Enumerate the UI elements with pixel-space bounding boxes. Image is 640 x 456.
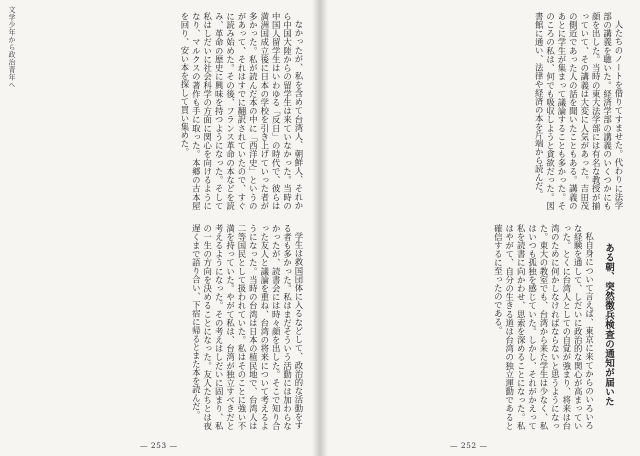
left-page-upper-text — [22, 12, 304, 210]
page-number-right: — 252 — — [450, 441, 488, 450]
right-page-lower-text — [334, 224, 624, 430]
right-upper-paragraph: 人たちのノートを借りてすませた。代わりに法学部の講義を聴いた。経済学部の講義のいくつかにも顔を出した。当時の東大法学部には有名な教授が揃っていて、その講義は大変に人気があった。吉田茂の側近であった人の話を聞いたこともある。講義のあとに学生が集まって議論することも多かった。そのころの私は、何でも吸収しようと貪欲だった。図書館に通い、法律や経済の本を片端から読んだ。 — [534, 12, 624, 210]
right-page — [320, 0, 640, 456]
right-page-upper-text — [334, 12, 624, 210]
book-gutter — [312, 0, 328, 456]
right-lower-paragraph: 私自身について言えば、東京に来てからのいろいろな経験を通して、しだいに政治的な関心が高まっていった。とくに台湾人としての自覚が強まり、将来は台湾のために何かしなければならないと思うようになった。東大の教室でも、台湾から来た学生は少なく、私はいつも孤独を感じていた。しかし、それがかえって私を読書に向かわせ、思索を深めることになった。私はやがて、自分の生きる道は台湾の独立運動であると確信するに至ったのである。 — [493, 224, 595, 430]
running-head: 文学少年から政治青年へ — [8, 6, 16, 89]
page-number-left: — 253 — — [140, 441, 178, 450]
left-lower-paragraph: 学生は救国団体に入るなどして、政治的な活動をする者も多かった。私はまだそういう活動には加わらなかったが、読書会には時々顔を出した。そこで知り合った友人と議論を重ね、台湾の将来について考えるようになった。当時の台湾は日本の植民地で、台湾人は二等国民として扱われていた。私はそのことに強い不満を持っていた。やがて私は、台湾が独立すべきだと考えるようになった。その考えはしだいに固まり、私の一生の方向を決めることになった。友人たちとは夜遅くまで語り合い、下宿に帰るとまた本を読んだ。 — [191, 224, 304, 430]
section-heading: ある朝、突然徴兵検査の通知が届いた — [603, 243, 614, 407]
left-page-lower-text — [22, 224, 304, 430]
left-upper-paragraph: なかったが、私を含めて台湾人、朝鮮人、それから中国大陸からの留学生は来ていなかった。当時の中国人留学生はいわゆる「反日」の時代で、彼らは満洲国成立後に日本の学校を引き上げていった者が多かった。私が読んだ本の中に「西洋史」というのがあって、それはすでに翻訳されていたので、すぐに読み始めた。その後、フランス革命の本などを読み、革命の歴史に興味を持つようになった。そして私はしだいに社会科学の方面に関心を向けるようになり、マルクスの著作も手に取った。本郷の古本屋を回り、安い本を探して買い集めた。 — [179, 12, 304, 210]
